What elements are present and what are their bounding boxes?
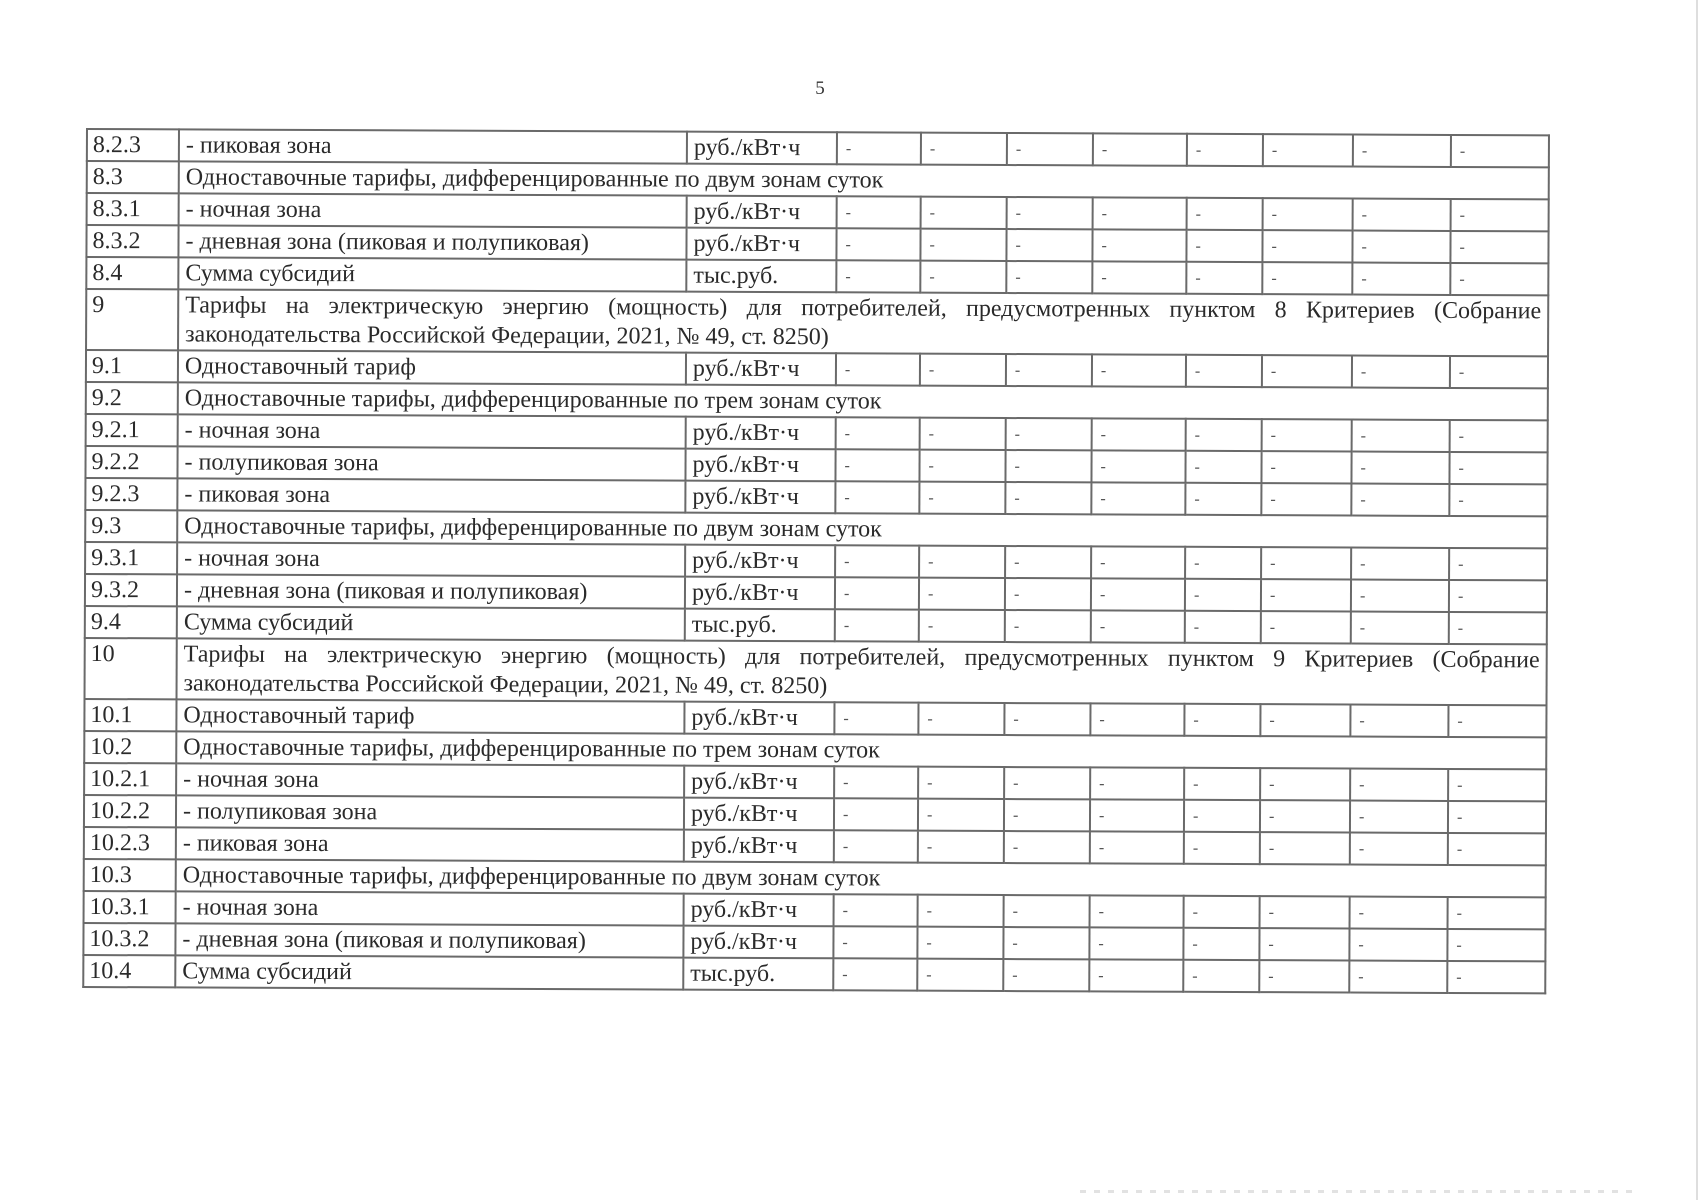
table-row <box>85 638 1547 705</box>
value-cell: - <box>834 766 918 798</box>
row-unit: руб./кВт·ч <box>684 798 834 831</box>
value-cell: - <box>1005 450 1091 482</box>
value-cell: - <box>1350 897 1448 929</box>
value-cell: - <box>1352 420 1450 452</box>
value-cell: - <box>1091 578 1185 610</box>
row-number: 10.1 <box>84 699 176 731</box>
value-cell: - <box>833 926 917 958</box>
row-number: 9.4 <box>85 606 177 638</box>
value-cell: - <box>1187 198 1263 230</box>
value-cell: - <box>1185 451 1261 483</box>
value-cell: - <box>1185 547 1261 579</box>
row-number: 9.3.2 <box>85 574 177 606</box>
row-number: 10.2.3 <box>84 827 176 859</box>
row-unit: руб./кВт·ч <box>685 481 835 514</box>
value-cell: - <box>835 481 919 513</box>
value-cell: - <box>1093 133 1187 165</box>
value-cell: - <box>834 894 918 926</box>
value-cell: - <box>1261 611 1351 643</box>
value-cell: - <box>1350 833 1448 865</box>
value-cell: - <box>1185 611 1261 643</box>
value-cell: - <box>1006 229 1092 261</box>
row-unit: руб./кВт·ч <box>685 577 835 610</box>
value-cell: - <box>1186 355 1262 387</box>
section-heading: Тарифы на электрическую энергию (мощность) для потребителей, предусмотренных пунктом 8 Критериев (Собрание законодательства Российской Федерации, 2021, № 49, ст. 8250) <box>178 289 1548 356</box>
value-cell: - <box>1004 895 1090 927</box>
value-cell: - <box>1449 612 1547 644</box>
value-cell: - <box>1260 800 1350 832</box>
value-cell: - <box>834 702 918 734</box>
value-cell: - <box>1006 261 1092 293</box>
value-cell: - <box>1448 801 1546 833</box>
value-cell: - <box>1451 135 1549 167</box>
value-cell: - <box>1005 546 1091 578</box>
value-cell: - <box>1351 580 1449 612</box>
value-cell: - <box>1183 960 1259 992</box>
value-cell: - <box>1184 704 1260 736</box>
value-cell: - <box>1090 799 1184 831</box>
row-number: 9.2.3 <box>85 478 177 510</box>
value-cell: - <box>1262 262 1352 294</box>
row-unit: руб./кВт·ч <box>684 830 834 863</box>
value-cell: - <box>1261 483 1351 515</box>
value-cell: - <box>1353 135 1451 167</box>
value-cell: - <box>836 228 920 260</box>
value-cell: - <box>1451 199 1549 231</box>
row-label: - полупиковая зона <box>176 795 684 829</box>
value-cell: - <box>921 197 1007 229</box>
value-cell: - <box>918 703 1004 735</box>
row-number: 8.3 <box>87 161 179 193</box>
value-cell: - <box>1449 484 1547 516</box>
row-label: - ночная зона <box>176 891 684 925</box>
value-cell: - <box>1005 578 1091 610</box>
row-label: - дневная зона (пиковая и полупиковая) <box>178 225 686 259</box>
value-cell: - <box>836 353 920 385</box>
value-cell: - <box>1262 355 1352 387</box>
value-cell: - <box>1186 419 1262 451</box>
page-number: 5 <box>815 78 825 99</box>
row-label: - пиковая зона <box>179 129 687 163</box>
value-cell: - <box>837 196 921 228</box>
value-cell: - <box>1003 927 1089 959</box>
value-cell: - <box>1183 928 1259 960</box>
value-cell: - <box>1091 450 1185 482</box>
section-heading: Одноставочные тарифы, дифференцированные по двум зонам суток <box>176 859 1546 897</box>
value-cell: - <box>1448 833 1546 865</box>
row-label: Одноставочный тариф <box>178 350 686 384</box>
value-cell: - <box>1004 703 1090 735</box>
scan-artifact <box>1080 1190 1640 1193</box>
value-cell: - <box>1448 769 1546 801</box>
value-cell: - <box>918 799 1004 831</box>
value-cell: - <box>1450 420 1548 452</box>
value-cell: - <box>1262 419 1352 451</box>
value-cell: - <box>1090 767 1184 799</box>
row-label: - пиковая зона <box>176 827 684 861</box>
section-heading: Тарифы на электрическую энергию (мощность) для потребителей, предусмотренных пунктом 9 Критериев (Собрание законодательства Российской Федерации, 2021, № 49, ст. 8250) <box>177 638 1547 705</box>
value-cell: - <box>918 767 1004 799</box>
row-number: 10.2.2 <box>84 795 176 827</box>
value-cell: - <box>1262 230 1352 262</box>
value-cell: - <box>917 927 1003 959</box>
value-cell: - <box>920 354 1006 386</box>
value-cell: - <box>833 958 917 990</box>
value-cell: - <box>1090 831 1184 863</box>
value-cell: - <box>1092 229 1186 261</box>
value-cell: - <box>1186 230 1262 262</box>
section-heading: Одноставочные тарифы, дифференцированные по двум зонам суток <box>179 161 1549 199</box>
value-cell: - <box>1450 356 1548 388</box>
row-number: 8.3.1 <box>87 193 179 225</box>
value-cell: - <box>1184 800 1260 832</box>
row-unit: руб./кВт·ч <box>684 766 834 799</box>
value-cell: - <box>1004 831 1090 863</box>
value-cell: - <box>1187 134 1263 166</box>
value-cell: - <box>919 546 1005 578</box>
value-cell: - <box>1351 452 1449 484</box>
value-cell: - <box>918 895 1004 927</box>
value-cell: - <box>1004 767 1090 799</box>
value-cell: - <box>1352 356 1450 388</box>
value-cell: - <box>1093 197 1187 229</box>
value-cell: - <box>837 132 921 164</box>
row-number: 9.1 <box>86 350 178 382</box>
value-cell: - <box>1261 451 1351 483</box>
value-cell: - <box>919 450 1005 482</box>
value-cell: - <box>834 798 918 830</box>
row-number: 9.2 <box>86 382 178 414</box>
row-number: 10 <box>85 638 177 699</box>
value-cell: - <box>1005 610 1091 642</box>
row-label: Одноставочный тариф <box>176 699 684 733</box>
value-cell: - <box>1090 703 1184 735</box>
value-cell: - <box>919 482 1005 514</box>
value-cell: - <box>1006 418 1092 450</box>
value-cell: - <box>1004 799 1090 831</box>
row-unit: руб./кВт·ч <box>683 926 833 959</box>
value-cell: - <box>1349 961 1447 993</box>
value-cell: - <box>1263 198 1353 230</box>
row-unit: руб./кВт·ч <box>687 132 837 165</box>
value-cell: - <box>1090 895 1184 927</box>
row-number: 10.3.1 <box>84 891 176 923</box>
value-cell: - <box>1260 704 1350 736</box>
value-cell: - <box>835 609 919 641</box>
row-label: - ночная зона <box>179 193 687 227</box>
tariff-table-body <box>83 129 1549 993</box>
row-unit: руб./кВт·ч <box>685 449 835 482</box>
value-cell: - <box>1092 418 1186 450</box>
value-cell: - <box>1092 354 1186 386</box>
value-cell: - <box>1448 897 1546 929</box>
value-cell: - <box>1351 484 1449 516</box>
row-number: 10.2.1 <box>84 763 176 795</box>
value-cell: - <box>1091 546 1185 578</box>
value-cell: - <box>1349 929 1447 961</box>
section-heading: Одноставочные тарифы, дифференцированные по трем зонам суток <box>176 731 1546 769</box>
value-cell: - <box>1261 547 1351 579</box>
value-cell: - <box>1006 354 1092 386</box>
value-cell: - <box>1447 961 1545 993</box>
row-number: 8.2.3 <box>87 129 179 161</box>
row-unit: руб./кВт·ч <box>686 228 836 261</box>
row-number: 8.3.2 <box>86 225 178 257</box>
value-cell: - <box>1003 959 1089 991</box>
value-cell: - <box>1091 610 1185 642</box>
value-cell: - <box>836 417 920 449</box>
value-cell: - <box>919 578 1005 610</box>
value-cell: - <box>1353 199 1451 231</box>
value-cell: - <box>1184 832 1260 864</box>
value-cell: - <box>835 449 919 481</box>
row-unit: руб./кВт·ч <box>684 702 834 735</box>
value-cell: - <box>1449 580 1547 612</box>
row-unit: руб./кВт·ч <box>685 545 835 578</box>
value-cell: - <box>1351 612 1449 644</box>
value-cell: - <box>1186 262 1262 294</box>
value-cell: - <box>1352 263 1450 295</box>
value-cell: - <box>920 418 1006 450</box>
table-row <box>83 955 1545 993</box>
value-cell: - <box>1450 231 1548 263</box>
row-number: 10.4 <box>83 955 175 987</box>
value-cell: - <box>920 229 1006 261</box>
row-unit: руб./кВт·ч <box>687 196 837 229</box>
row-number: 9.3.1 <box>85 542 177 574</box>
value-cell: - <box>920 261 1006 293</box>
value-cell: - <box>1089 959 1183 991</box>
row-number: 10.3 <box>84 859 176 891</box>
value-cell: - <box>835 545 919 577</box>
value-cell: - <box>1351 548 1449 580</box>
value-cell: - <box>1259 960 1349 992</box>
value-cell: - <box>1263 134 1353 166</box>
value-cell: - <box>1007 197 1093 229</box>
value-cell: - <box>1350 801 1448 833</box>
value-cell: - <box>834 830 918 862</box>
value-cell: - <box>1184 896 1260 928</box>
value-cell: - <box>1184 768 1260 800</box>
row-number: 9 <box>86 289 178 350</box>
value-cell: - <box>1092 261 1186 293</box>
row-label: - полупиковая зона <box>177 446 685 480</box>
tariff-table <box>82 128 1550 994</box>
value-cell: - <box>1259 928 1349 960</box>
section-heading: Одноставочные тарифы, дифференцированные по двум зонам суток <box>177 510 1547 548</box>
value-cell: - <box>917 959 1003 991</box>
value-cell: - <box>1185 579 1261 611</box>
row-number: 8.4 <box>86 257 178 289</box>
row-label: - дневная зона (пиковая и полупиковая) <box>175 923 683 957</box>
value-cell: - <box>1350 705 1448 737</box>
value-cell: - <box>1089 927 1183 959</box>
value-cell: - <box>921 133 1007 165</box>
value-cell: - <box>918 831 1004 863</box>
row-number: 9.3 <box>85 510 177 542</box>
row-number: 9.2.2 <box>85 446 177 478</box>
value-cell: - <box>919 610 1005 642</box>
value-cell: - <box>1260 896 1350 928</box>
value-cell: - <box>1005 482 1091 514</box>
value-cell: - <box>1260 768 1350 800</box>
row-unit: тыс.руб. <box>683 958 833 991</box>
value-cell: - <box>1350 769 1448 801</box>
row-number: 10.3.2 <box>83 923 175 955</box>
row-unit: руб./кВт·ч <box>686 353 836 386</box>
value-cell: - <box>1091 482 1185 514</box>
table-row <box>86 289 1548 356</box>
section-heading: Одноставочные тарифы, дифференцированные по трем зонам суток <box>178 382 1548 420</box>
row-unit: руб./кВт·ч <box>686 417 836 450</box>
row-label: - дневная зона (пиковая и полупиковая) <box>177 574 685 608</box>
row-label: - пиковая зона <box>177 478 685 512</box>
row-unit: руб./кВт·ч <box>684 894 834 927</box>
row-unit: тыс.руб. <box>685 609 835 642</box>
value-cell: - <box>1448 705 1546 737</box>
row-label: Сумма субсидий <box>177 606 685 640</box>
row-unit: тыс.руб. <box>686 260 836 293</box>
row-label: - ночная зона <box>176 763 684 797</box>
value-cell: - <box>1352 231 1450 263</box>
value-cell: - <box>1007 133 1093 165</box>
row-number: 9.2.1 <box>86 414 178 446</box>
value-cell: - <box>1449 548 1547 580</box>
value-cell: - <box>1185 483 1261 515</box>
value-cell: - <box>1260 832 1350 864</box>
value-cell: - <box>1450 263 1548 295</box>
value-cell: - <box>1447 929 1545 961</box>
value-cell: - <box>1261 579 1351 611</box>
value-cell: - <box>835 577 919 609</box>
value-cell: - <box>1449 452 1547 484</box>
row-label: Сумма субсидий <box>178 257 686 291</box>
row-number: 10.2 <box>84 731 176 763</box>
row-label: - ночная зона <box>178 414 686 448</box>
value-cell: - <box>836 260 920 292</box>
row-label: Сумма субсидий <box>175 955 683 989</box>
row-label: - ночная зона <box>177 542 685 576</box>
